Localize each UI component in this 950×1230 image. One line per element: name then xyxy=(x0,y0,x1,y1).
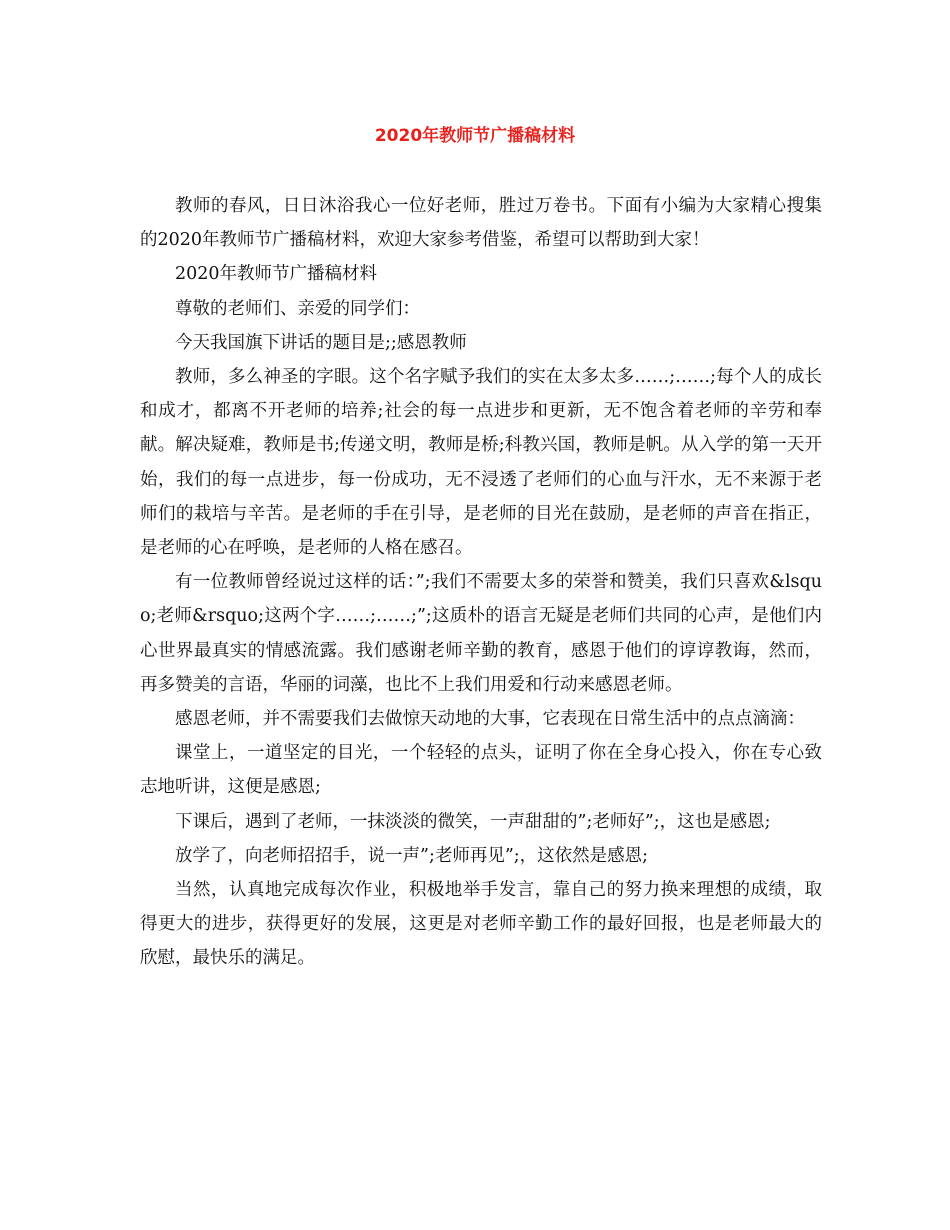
document-body xyxy=(140,189,822,976)
paragraph-body: 教师，多么神圣的字眼。这个名字赋予我们的实在太多太多……;……;每个人的成长和成才，都离不开老师的培养;社会的每一点进步和更新，无不饱含着老师的辛劳和奉献。解决疑难，教师是书;传递文明，教师是桥;科教兴国，教师是帆。从入学的第一天开始，我们的每一点进步，每一份成功，无不浸透了老师们的心血与汗水，无不来源于老师们的栽培与辛苦。是老师的手在引导，是老师的目光在鼓励，是老师的声音在指正，是老师的心在呼唤，是老师的人格在感召。 xyxy=(140,367,822,559)
paragraph-body: 下课后，遇到了老师，一抹淡淡的微笑，一声甜甜的”;老师好”;，这也是感恩; xyxy=(175,811,771,832)
paragraph-body: 放学了，向老师招招手，说一声”;老师再见”;，这依然是感恩; xyxy=(175,845,649,866)
paragraph-intro: 教师的春风，日日沐浴我心一位好老师，胜过万卷书。下面有小编为大家精心搜集的2020年教师节广播稿材料，欢迎大家参考借鉴，希望可以帮助到大家！ xyxy=(140,196,822,251)
paragraph-salutation: 尊敬的老师们、亲爱的同学们： xyxy=(175,298,420,319)
paragraph-body: 感恩老师，并不需要我们去做惊天动地的大事，它表现在日常生活中的点点滴滴： xyxy=(175,709,805,730)
paragraph-body: 有一位教师曾经说过这样的话：”;我们不需要太多的荣誉和赞美，我们只喜欢&lsquo;老师&rsquo;这两个字……;……;”;这质朴的语言无疑是老师们共同的心声，是他们内心世界最真实的情感流露。我们感谢老师辛勤的教育，感恩于他们的谆谆教诲，然而，再多赞美的言语，华丽的词藻，也比不上我们用爱和行动来感恩老师。 xyxy=(140,572,822,695)
paragraph-body: 当然，认真地完成每次作业，积极地举手发言，靠自己的努力换来理想的成绩，取得更大的进步，获得更好的发展，这更是对老师辛勤工作的最好回报，也是老师最大的欣慰，最快乐的满足。 xyxy=(140,880,822,969)
document-title: 2020年教师节广播稿材料 xyxy=(374,126,576,146)
paragraph-speech-topic: 今天我国旗下讲话的题目是;;感恩教师 xyxy=(175,332,467,353)
paragraph-subtitle: 2020年教师节广播稿材料 xyxy=(175,264,378,285)
paragraph-body: 课堂上，一道坚定的目光，一个轻轻的点头，证明了你在全身心投入，你在专心致志地听讲，这便是感恩; xyxy=(140,743,822,798)
